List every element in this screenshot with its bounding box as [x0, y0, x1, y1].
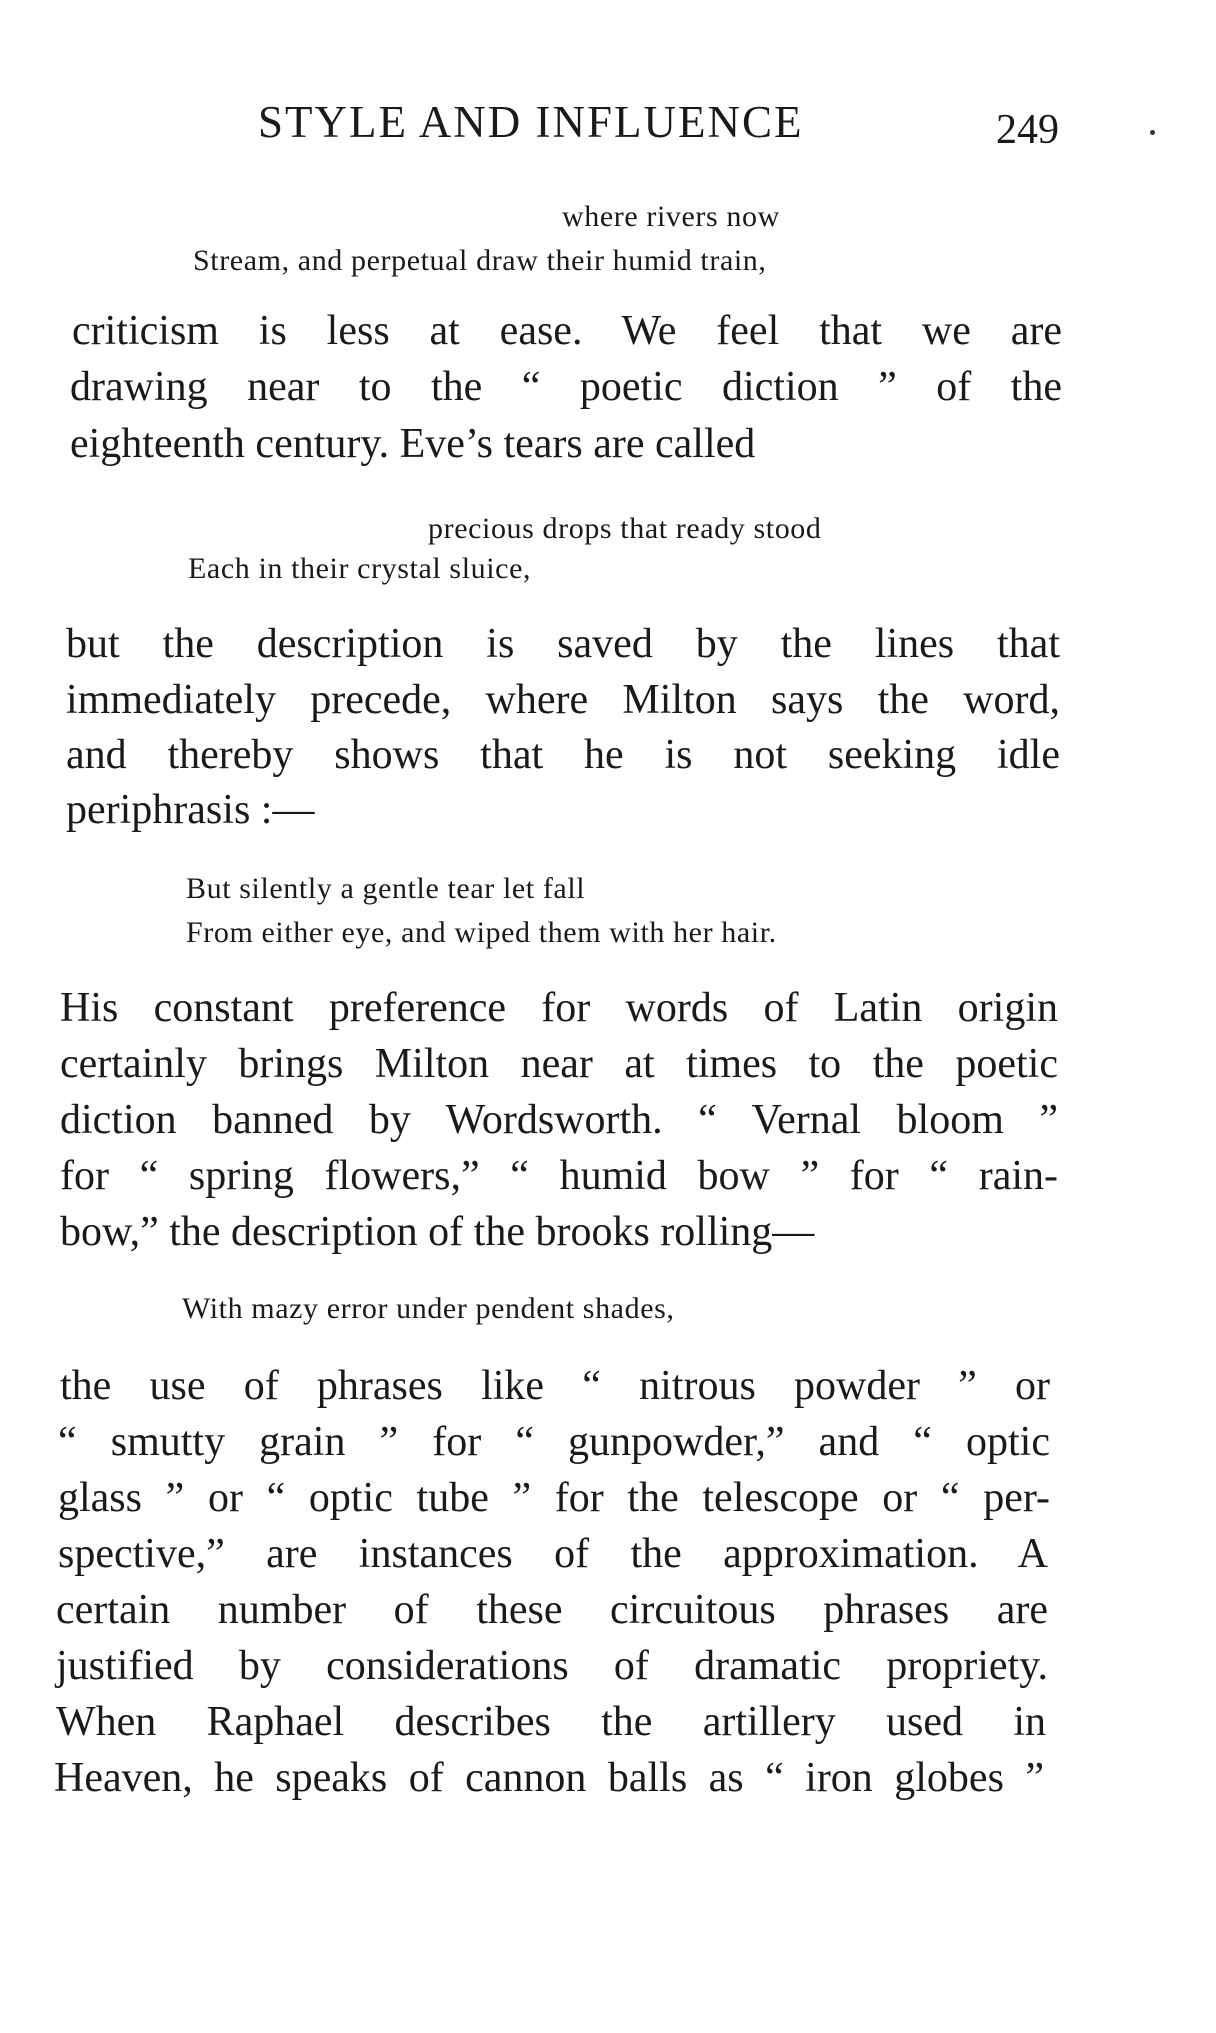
verse-line: Each in their crystal sluice,: [188, 552, 532, 585]
prose-line: the use of phrases like “ nitrous powder ” or: [60, 1363, 1050, 1409]
prose-line: drawing near to the “ poetic diction ” of the: [70, 364, 1062, 410]
prose-line: and thereby shows that he is not seeking idle: [66, 732, 1060, 778]
verse-line: From either eye, and wiped them with her hair.: [186, 916, 777, 949]
running-title: STYLE AND INFLUENCE: [258, 97, 804, 147]
print-speck: [1150, 130, 1155, 135]
running-header: [258, 96, 1078, 156]
prose-line: certain number of these circuitous phrases are: [56, 1587, 1048, 1633]
prose-line: glass ” or “ optic tube ” for the telescope or “ per-: [58, 1475, 1050, 1521]
prose-line: When Raphael describes the artillery used in: [56, 1699, 1046, 1745]
prose-line: criticism is less at ease. We feel that we are: [72, 308, 1062, 354]
prose-line: for “ spring flowers,” “ humid bow ” for “ rain-: [60, 1153, 1058, 1199]
prose-line: His constant preference for words of Latin origin: [60, 985, 1058, 1031]
prose-line: immediately precede, where Milton says the word,: [66, 677, 1060, 723]
prose-line: justified by considerations of dramatic propriety.: [56, 1643, 1048, 1689]
prose-line: Heaven, he speaks of cannon balls as “ iron globes ”: [54, 1755, 1044, 1801]
verse-line: With mazy error under pendent shades,: [182, 1292, 675, 1325]
prose-line: eighteenth century. Eve’s tears are called: [70, 421, 756, 467]
verse-line: precious drops that ready stood: [428, 512, 822, 545]
page-number: 249: [996, 107, 1059, 153]
verse-line: Stream, and perpetual draw their humid train,: [193, 244, 767, 277]
prose-line: diction banned by Wordsworth. “ Vernal bloom ”: [60, 1097, 1058, 1143]
prose-line: spective,” are instances of the approximation. A: [58, 1531, 1048, 1577]
verse-line: where rivers now: [562, 200, 780, 233]
prose-line: bow,” the description of the brooks rolling—: [60, 1209, 815, 1255]
prose-line: certainly brings Milton near at times to the poetic: [60, 1041, 1058, 1087]
prose-line: but the description is saved by the lines that: [66, 621, 1060, 667]
prose-line: “ smutty grain ” for “ gunpowder,” and “ optic: [58, 1419, 1050, 1465]
verse-line: But silently a gentle tear let fall: [186, 872, 586, 905]
prose-line: periphrasis :—: [66, 787, 315, 833]
